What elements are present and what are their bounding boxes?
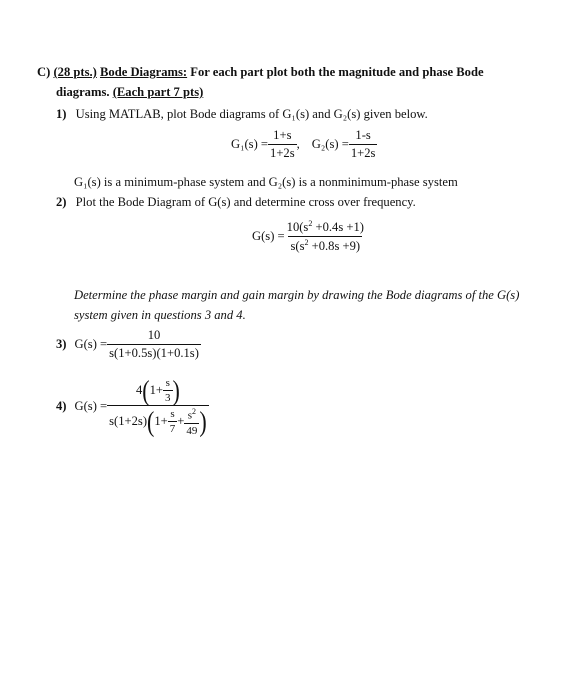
q3-lhs: G(s) = (74, 337, 108, 351)
q4-numerator: 4 ( 1+ $\frac{s}{3}$ ) (135, 373, 180, 407)
g2-denominator: 1+2s (350, 146, 376, 160)
points-label: (28 pts.) (53, 65, 97, 79)
q2-text: Plot the Bode Diagram of G(s) and determine cross over frequency. (75, 195, 416, 209)
problem-header-line2 (56, 84, 203, 100)
problem-header (37, 64, 484, 80)
q2-numerator: $10(s^2 +0.4s +1)$ (286, 219, 364, 235)
instruction-line-2: system given in questions 3 and 4. (74, 308, 246, 322)
q2-fraction (285, 219, 366, 254)
g1-numerator: 1+s (273, 128, 292, 142)
g2-numerator: 1-s (355, 128, 371, 142)
question-3 (56, 328, 201, 361)
g2-lhs: G₂(s) = (311, 137, 349, 151)
q1-equations (231, 128, 377, 161)
q3-number: 3) (56, 337, 67, 351)
eq-separator: , (296, 137, 300, 151)
q4-denominator: s(1+2s) ( 1+ $\frac{s}{7}$ + $\frac{s^2}{49}$ ) (109, 404, 207, 438)
q4-number: 4) (56, 399, 67, 414)
each-part-label: (Each part 7 pts) (112, 85, 204, 99)
topic-label: Bode Diagrams: (100, 65, 188, 79)
q1-note: G₁(s) is a minimum-phase system and G₂(s) is a nonminimum-phase system (74, 175, 458, 189)
question-4 (56, 373, 209, 438)
part-label: C) (37, 65, 51, 79)
g2-fraction (349, 128, 378, 161)
g1-denominator: 1+2s (270, 146, 295, 160)
q3-denominator: s(1+0.5s)(1+0.1s) (109, 346, 199, 360)
intro-line-2: diagrams. (56, 85, 110, 99)
q4-lhs: G(s) = (74, 399, 108, 414)
q2-number: 2) (56, 195, 67, 209)
q1-text: Using MATLAB, plot Bode diagrams of G₁(s) and G₂(s) given below. (75, 107, 428, 121)
g1-lhs: G₁(s) = (231, 137, 269, 151)
q4-fraction (107, 373, 209, 438)
q2-lhs: G(s) = (252, 229, 285, 244)
question-1 (56, 106, 428, 122)
q2-denominator: $s(s^2 +0.8s +9)$ (290, 238, 361, 254)
q2-equation (252, 219, 366, 254)
q1-number: 1) (56, 107, 67, 121)
g1-fraction (268, 128, 297, 161)
q3-fraction (107, 328, 201, 361)
intro-line-1: For each part plot both the magnitude and phase Bode (190, 65, 484, 79)
q3-numerator: 10 (147, 328, 161, 342)
instruction-line-1: Determine the phase margin and gain margin by drawing the Bode diagrams of the G(s) (74, 288, 520, 302)
question-2 (56, 194, 416, 210)
